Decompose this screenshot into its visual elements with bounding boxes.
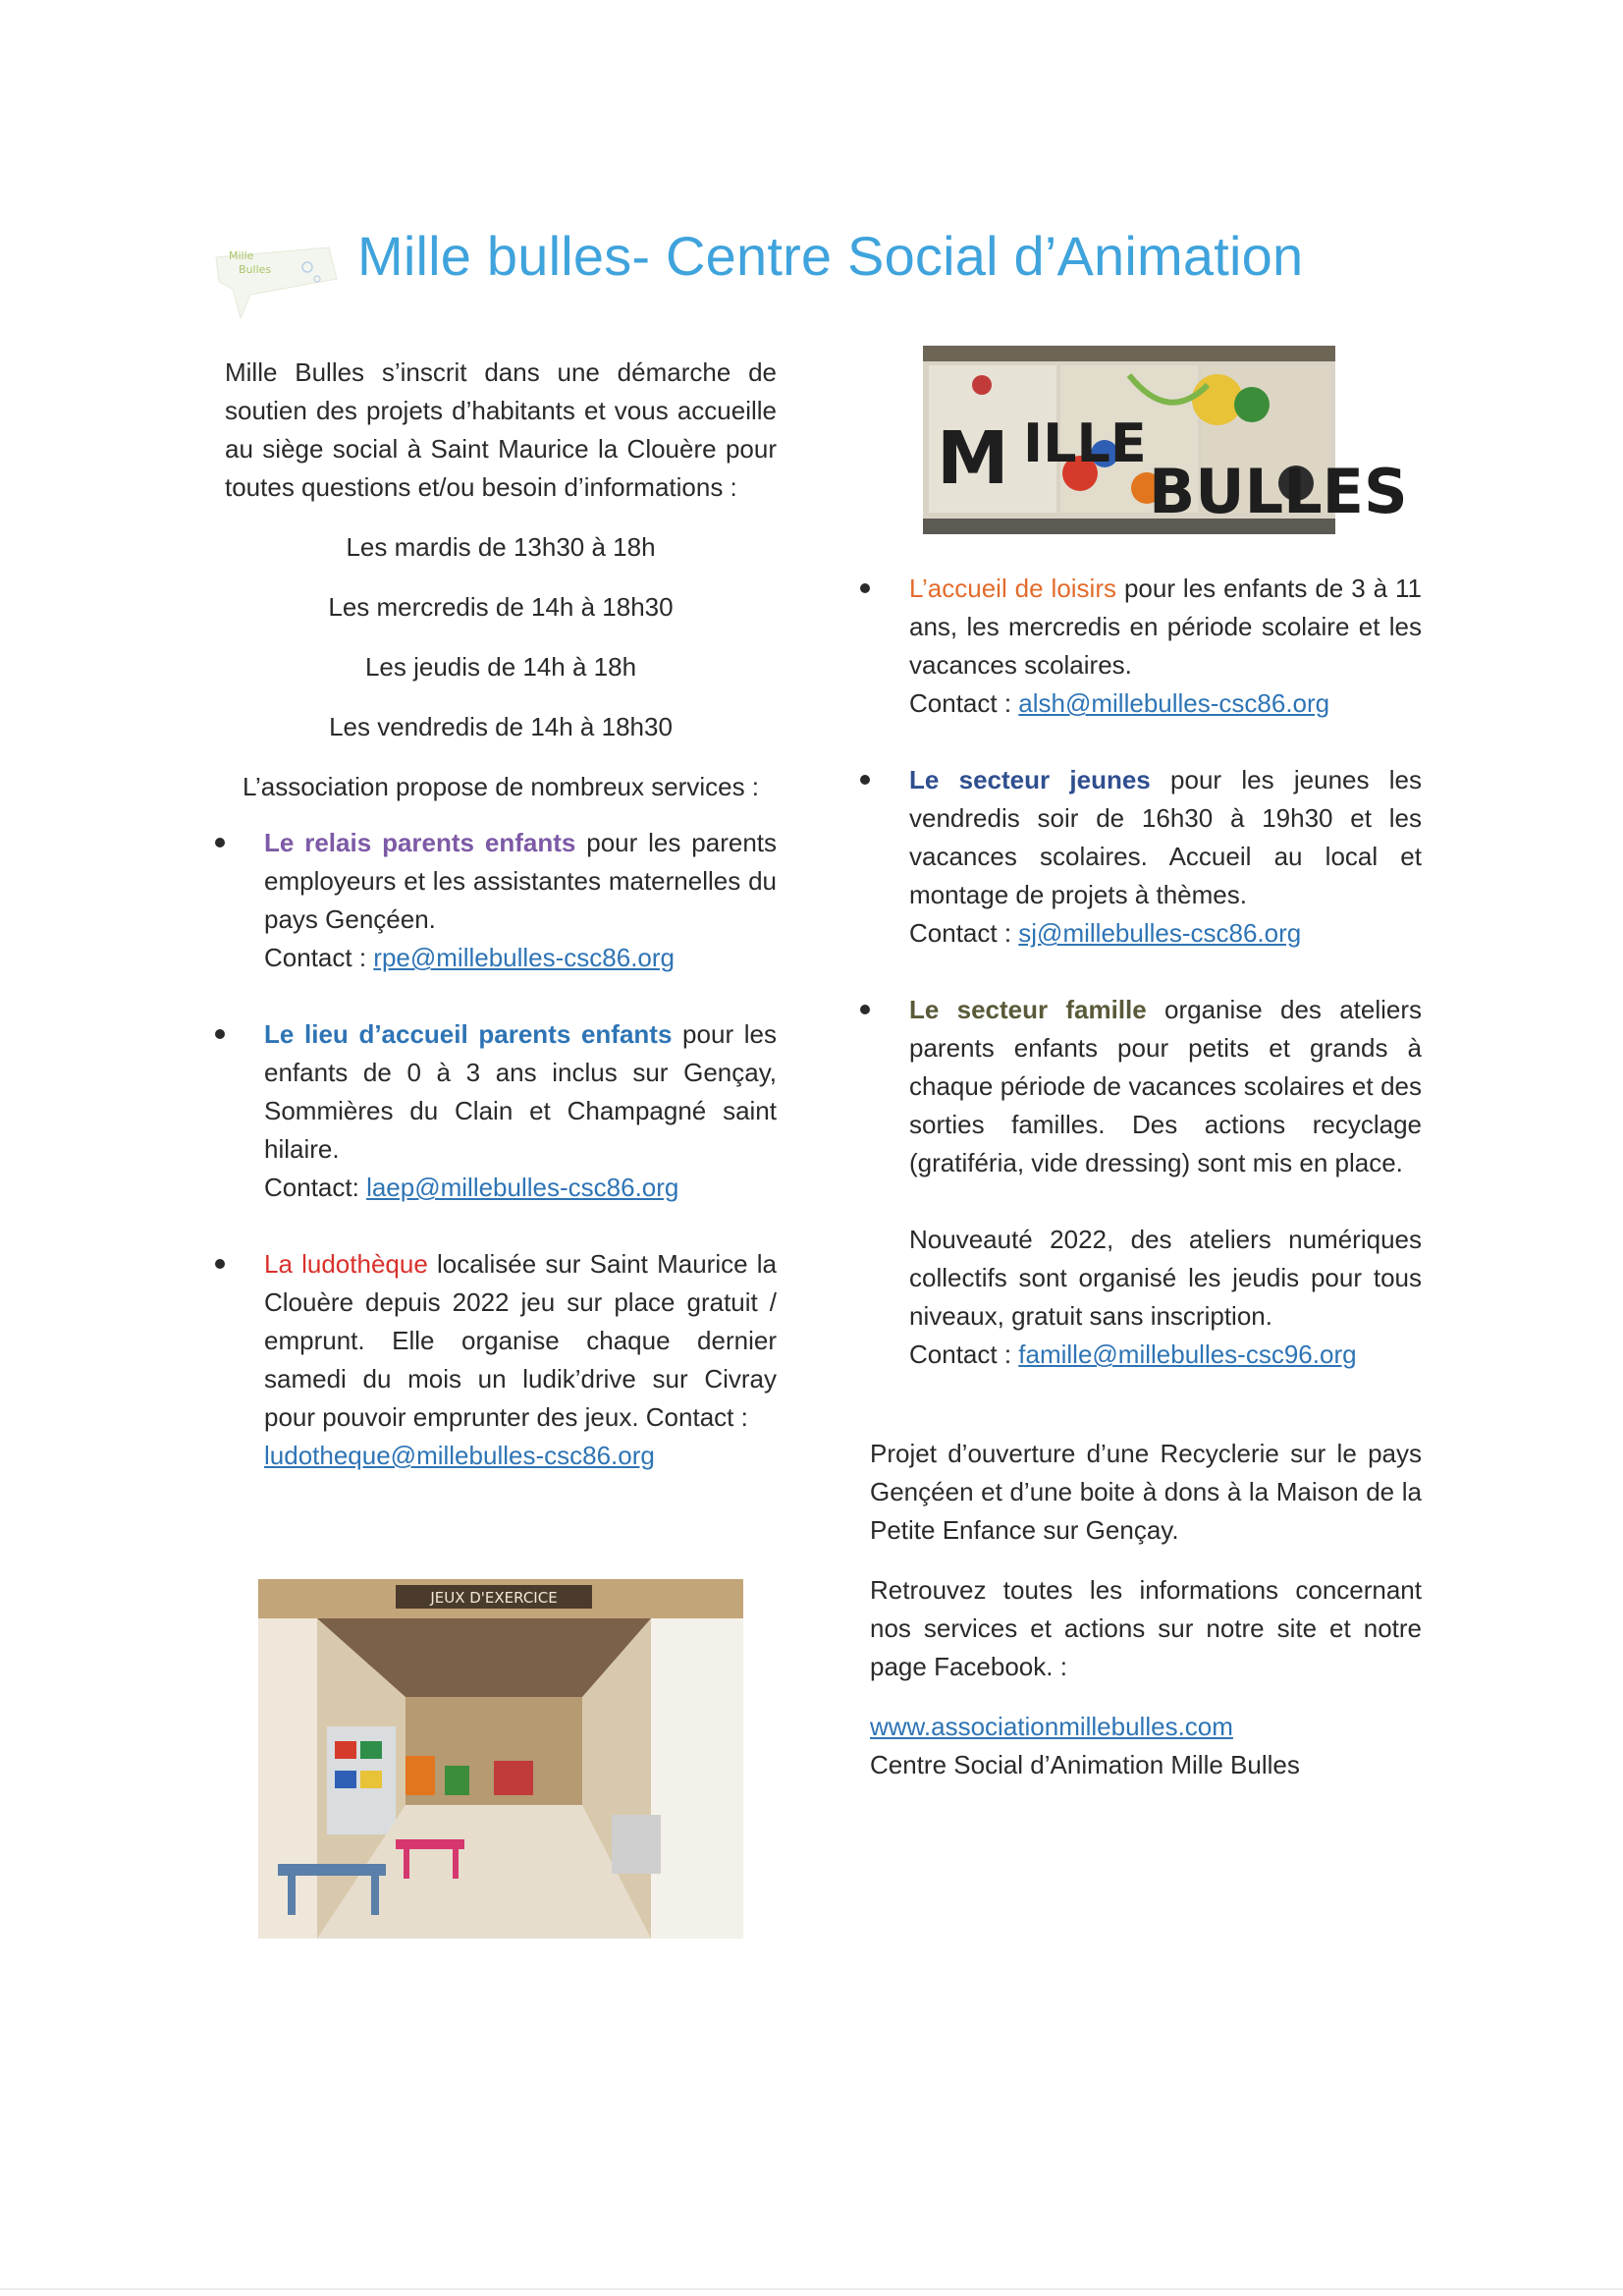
right-services-list	[870, 570, 1422, 1374]
ludotheque-room-photo	[258, 1579, 743, 1939]
svg-text:BULLES: BULLES	[1149, 456, 1408, 527]
svg-text:M: M	[937, 416, 1009, 501]
service-keyword: Le secteur famille	[909, 995, 1147, 1024]
website-link[interactable]: www.associationmillebulles.com	[870, 1712, 1233, 1741]
email-link-ludotheque[interactable]: ludotheque@millebulles-csc86.org	[264, 1441, 655, 1470]
bullet-icon	[215, 838, 225, 847]
services-intro: L’association propose de nombreux services :	[242, 772, 760, 801]
opening-hours	[225, 528, 777, 746]
service-secteur-jeunes	[870, 761, 1422, 953]
hours-tuesday: Les mardis de 13h30 à 18h	[346, 532, 656, 562]
service-relais-parents-enfants	[225, 824, 777, 977]
contact-line	[264, 939, 777, 977]
service-text: pour les enfants de 3 à 11 ans, les mercredis en période scolaire et les vacances scolaires.	[909, 574, 1422, 680]
service-text: pour les parents employeurs et les assistantes maternelles du pays Gençéen.	[264, 828, 778, 934]
service-lieu-accueil	[225, 1015, 777, 1207]
recyclerie-project: Projet d’ouverture d’une Recyclerie sur le pays Gençéen et d’une boite à dons à la Maison de la Petite Enfance sur Gençay.	[870, 1439, 1422, 1545]
email-link-laep[interactable]: laep@millebulles-csc86.org	[366, 1173, 679, 1202]
room-sign-text: JEUX D'EXERCICE	[430, 1589, 558, 1607]
hours-wednesday: Les mercredis de 14h à 18h30	[328, 592, 674, 622]
service-keyword: Le secteur jeunes	[909, 765, 1151, 794]
mille-bulles-painted-logo-image	[923, 346, 1408, 534]
service-keyword: La ludothèque	[264, 1249, 428, 1279]
find-info-paragraph: Retrouvez toutes les informations concernant nos services et actions sur notre site et notre page Facebook. :	[870, 1575, 1422, 1681]
contact-label: Contact:	[264, 1173, 367, 1202]
contact-line	[264, 1169, 777, 1207]
hours-thursday: Les jeudis de 14h à 18h	[364, 652, 637, 682]
service-accueil-loisirs	[870, 570, 1422, 723]
contact-line	[909, 684, 1422, 723]
contact-line	[909, 914, 1422, 953]
bullet-icon	[860, 775, 870, 785]
service-keyword: L’accueil de loisirs	[909, 574, 1116, 603]
left-column	[225, 354, 777, 1513]
website-block	[870, 1708, 1422, 1784]
bullet-icon	[215, 1029, 225, 1039]
contact-label: Contact :	[909, 918, 1019, 948]
service-text: organise des ateliers parents enfants pour petits et grands à chaque période de vacances scolaires et des sorties familles. Des actions recyclage (gratiféria, vide dressing) sont mis en place.	[909, 995, 1423, 1177]
contact-label: Contact :	[909, 1339, 1019, 1369]
email-link-famille[interactable]: famille@millebulles-csc96.org	[1018, 1339, 1357, 1369]
service-text: pour les enfants de 0 à 3 ans inclus sur Gençay, Sommières du Clain et Champagné saint hilaire.	[264, 1019, 777, 1164]
news-paragraph: Nouveauté 2022, des ateliers numériques collectifs sont organisé les jeudis pour tous niveaux, gratuit sans inscription.	[909, 1225, 1422, 1331]
hours-friday: Les vendredis de 14h à 18h30	[329, 712, 673, 741]
page-bottom-divider	[0, 2288, 1623, 2290]
bullet-icon	[860, 583, 870, 593]
intro-paragraph: Mille Bulles s’inscrit dans une démarche de soutien des projets d’habitants et vous accueille au siège social à Saint Maurice la Clouère pour toutes questions et/ou besoin d’informations :	[225, 357, 777, 502]
svg-text:Bulles: Bulles	[239, 263, 272, 276]
signature: Centre Social d’Animation Mille Bulles	[870, 1750, 1300, 1779]
right-footer-text	[870, 1435, 1422, 1784]
service-keyword: Le relais parents enfants	[264, 828, 576, 857]
service-text: localisée sur Saint Maurice la Clouère depuis 2022 jeu sur place gratuit / emprunt. Elle organise chaque dernier samedi du mois un ludik’drive sur Civray pour pouvoir emprunter des jeux. Contact :	[264, 1249, 777, 1432]
email-link-alsh[interactable]: alsh@millebulles-csc86.org	[1018, 688, 1330, 718]
contact-line	[264, 1437, 777, 1475]
bullet-icon	[860, 1005, 870, 1014]
contact-label: Contact :	[264, 943, 374, 972]
email-link-rpe[interactable]: rpe@millebulles-csc86.org	[373, 943, 676, 972]
contact-label: Contact :	[909, 688, 1019, 718]
svg-text:Mille: Mille	[229, 249, 254, 262]
right-column	[870, 570, 1422, 1412]
service-secteur-famille	[870, 991, 1422, 1374]
service-ludotheque	[225, 1245, 777, 1475]
page-title: Mille bulles- Centre Social d’Animation	[357, 225, 1304, 287]
bullet-icon	[215, 1259, 225, 1269]
left-services-list	[225, 824, 777, 1475]
service-text: pour les jeunes les vendredis soir de 16h30 à 19h30 et les vacances scolaires. Accueil au local et montage de projets à thèmes.	[909, 765, 1422, 909]
email-link-sj[interactable]: sj@millebulles-csc86.org	[1018, 918, 1302, 948]
service-keyword: Le lieu d’accueil parents enfants	[264, 1019, 673, 1049]
mille-bulles-small-logo-icon	[211, 228, 344, 321]
svg-text:ILLE: ILLE	[1023, 412, 1147, 474]
contact-line	[909, 1336, 1422, 1374]
